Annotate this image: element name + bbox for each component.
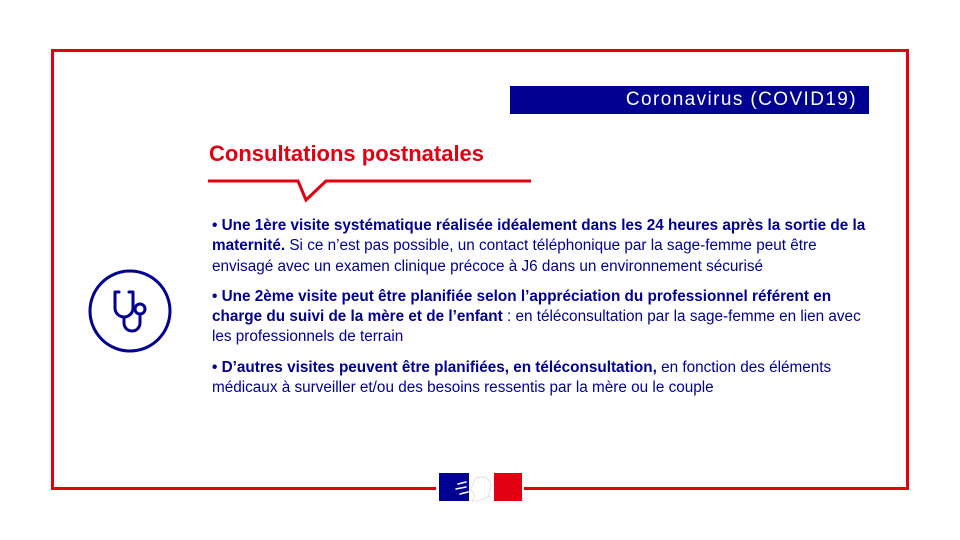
covid-badge <box>510 86 869 114</box>
speech-bubble-underline <box>208 176 532 206</box>
bullet-item-1: • Une 1ère visite systématique réalisée idéalement dans les 24 heures après la sortie de la maternité. Si ce n’est pas possible, un contact téléphonique par la sage-femme peut être envisagé avec un examen clinique précoce à J6 dans un environnement sécurisé <box>212 217 866 275</box>
bullet-item-3: • D’autres visites peuvent être planifiées, en téléconsultation, en fonction des éléments médicaux à surveiller et/ou des besoins ressentis par la mère ou le couple <box>212 358 832 397</box>
page-title: Consultations postnatales <box>209 141 485 166</box>
stethoscope-icon <box>86 267 174 355</box>
marianne-logo <box>436 472 524 502</box>
bullet-item-2: • Une 2ème visite peut être planifiée selon l’appréciation du professionnel référent en charge du suivi de la mère et de l’enfant : en téléconsultation par la sage-femme en lien avec les professionnels de terrain <box>212 287 861 346</box>
bullet-list <box>212 216 872 408</box>
covid-badge-text: Coronavirus (COVID19) <box>625 89 857 110</box>
